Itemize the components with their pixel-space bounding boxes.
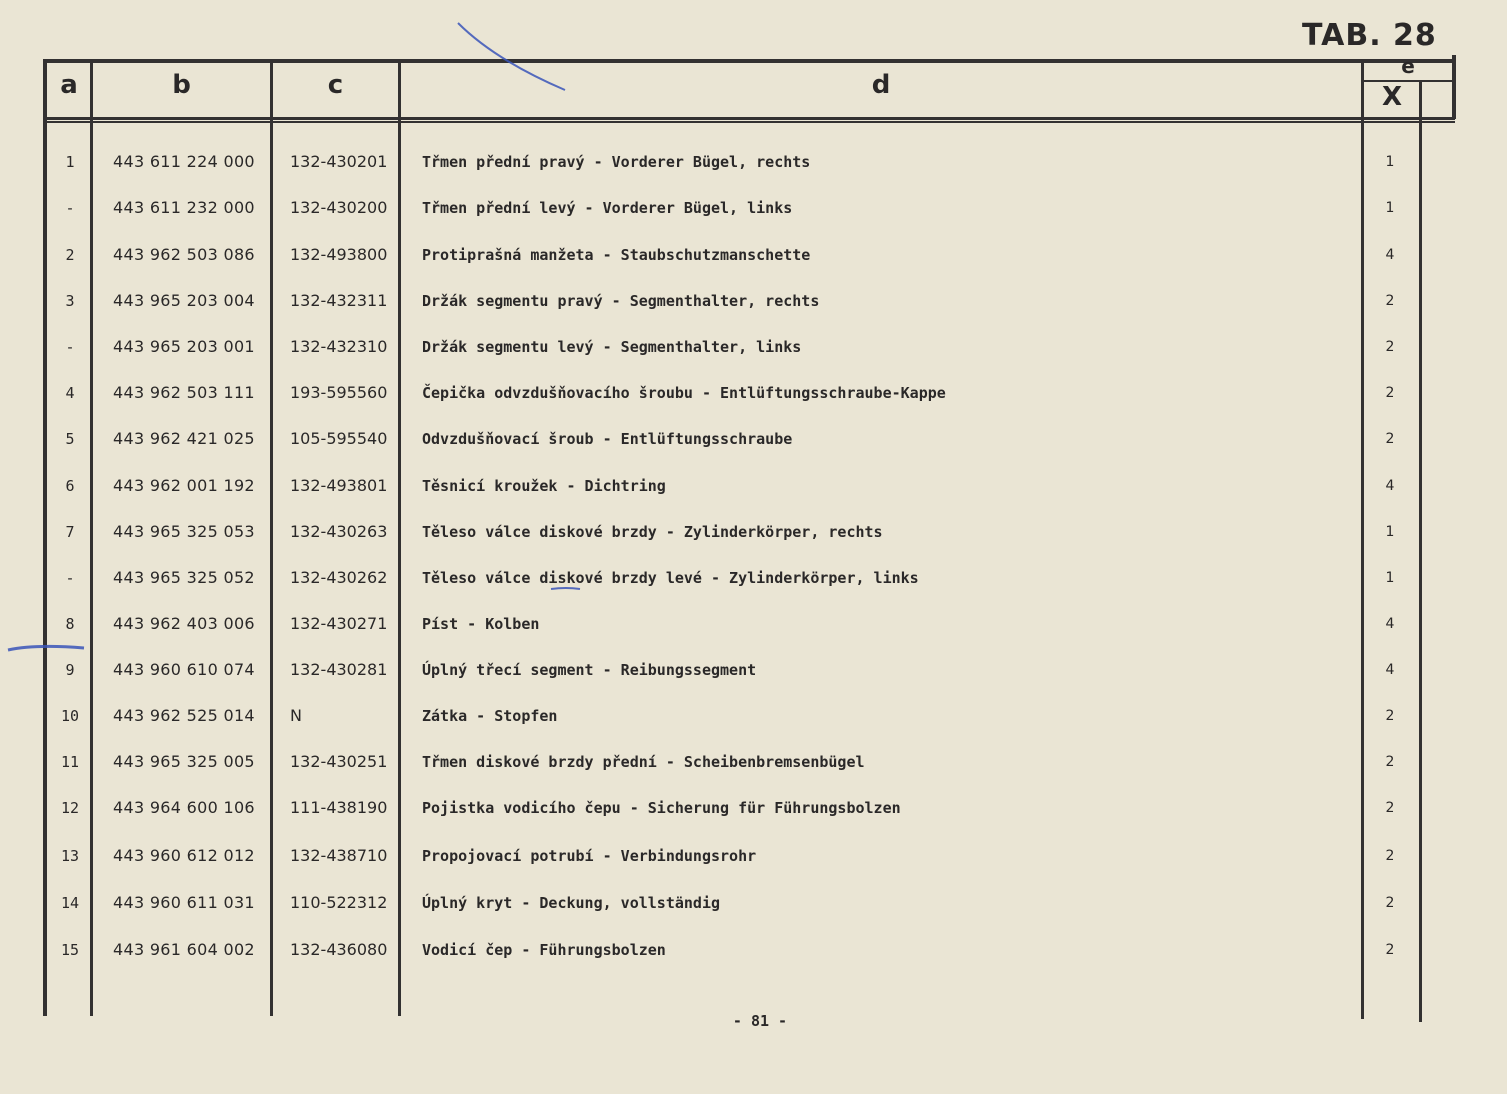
part-description: Protiprašná manžeta - Staubschutzmanschette	[422, 246, 811, 264]
part-description: Těsnicí kroužek - Dichtring	[422, 477, 666, 495]
row-index: 1	[65, 153, 75, 171]
part-number: 443 611 232 000	[113, 198, 255, 217]
row-index: 10	[60, 707, 80, 725]
ref-number: 132-430201	[290, 152, 388, 171]
quantity: 4	[1385, 478, 1395, 494]
part-number: 443 965 325 052	[113, 568, 255, 587]
part-number: 443 965 325 053	[113, 522, 255, 541]
part-number: 443 962 001 192	[113, 476, 255, 495]
part-description: Úplný kryt - Deckung, vollständig	[422, 894, 721, 912]
row-index: 4	[65, 384, 75, 402]
table-number: TAB. 28	[1302, 18, 1437, 53]
ref-number: 132-430263	[290, 522, 388, 541]
part-number: 443 960 612 012	[113, 846, 255, 865]
header-b: b	[172, 70, 191, 100]
part-number: 443 962 403 006	[113, 614, 255, 633]
part-number: 443 962 503 111	[113, 383, 255, 402]
ref-number: 132-430262	[290, 568, 388, 587]
part-number: 443 960 611 031	[113, 893, 255, 912]
ref-number: 193-595560	[290, 383, 388, 402]
quantity: 1	[1385, 154, 1395, 170]
part-number: 443 962 503 086	[113, 245, 255, 264]
part-number: 443 960 610 074	[113, 660, 255, 679]
part-number: 443 962 421 025	[113, 429, 255, 448]
part-number: 443 611 224 000	[113, 152, 255, 171]
ref-number: 132-432311	[290, 291, 388, 310]
header-divider-2	[43, 121, 1455, 123]
ref-number: 132-430271	[290, 614, 388, 633]
pen-stroke-top	[455, 20, 570, 95]
header-e: e	[1401, 54, 1415, 78]
ref-number: 111-438190	[290, 798, 388, 817]
quantity: 4	[1385, 662, 1395, 678]
pen-stroke-left	[6, 640, 86, 656]
part-description: Pojistka vodicího čepu - Sicherung für Führungsbolzen	[422, 799, 901, 817]
part-description: Čepička odvzdušňovacího šroubu - Entlüftungsschraube-Kappe	[422, 384, 946, 402]
part-description: Vodicí čep - Führungsbolzen	[422, 941, 666, 959]
part-number: 443 965 325 005	[113, 752, 255, 771]
quantity: 2	[1385, 754, 1395, 770]
part-description: Píst - Kolben	[422, 615, 540, 633]
header-a: a	[60, 70, 78, 100]
part-description: Držák segmentu levý - Segmenthalter, links	[422, 338, 802, 356]
quantity: 2	[1385, 942, 1395, 958]
quantity: 1	[1385, 200, 1395, 216]
part-number: 443 965 203 004	[113, 291, 255, 310]
part-description: Třmen přední levý - Vorderer Bügel, links	[422, 199, 793, 217]
part-description: Těleso válce diskové brzdy levé - Zylinderkörper, links	[422, 569, 919, 587]
header-d: d	[871, 70, 891, 100]
row-index: -	[65, 199, 75, 217]
ref-number: 105-595540	[290, 429, 388, 448]
quantity: 4	[1385, 247, 1395, 263]
col-line-left	[43, 59, 47, 1016]
header-divider	[43, 117, 1455, 120]
row-index: 9	[65, 661, 75, 679]
page-number: - 81 -	[732, 1012, 788, 1030]
part-description: Propojovací potrubí - Verbindungsrohr	[422, 847, 757, 865]
ref-number: 110-522312	[290, 893, 388, 912]
ref-number: 132-436080	[290, 940, 388, 959]
quantity: 2	[1385, 800, 1395, 816]
col-line-cd	[398, 61, 401, 1016]
part-description: Držák segmentu pravý - Segmenthalter, rechts	[422, 292, 820, 310]
quantity: 2	[1385, 848, 1395, 864]
ref-number: 132-430251	[290, 752, 388, 771]
quantity: 4	[1385, 616, 1395, 632]
part-number: 443 965 203 001	[113, 337, 255, 356]
row-index: -	[65, 338, 75, 356]
ref-number: N	[290, 706, 302, 725]
part-description: Třmen přední pravý - Vorderer Bügel, rechts	[422, 153, 811, 171]
row-index: 2	[65, 246, 75, 264]
ref-number: 132-430200	[290, 198, 388, 217]
ref-number: 132-430281	[290, 660, 388, 679]
header-c: c	[327, 70, 344, 100]
part-number: 443 962 525 014	[113, 706, 255, 725]
part-description: Zátka - Stopfen	[422, 707, 558, 725]
header-x: X	[1381, 82, 1403, 112]
row-index: 13	[60, 847, 80, 865]
part-description: Úplný třecí segment - Reibungssegment	[422, 661, 757, 679]
quantity: 2	[1385, 339, 1395, 355]
quantity: 2	[1385, 385, 1395, 401]
part-description: Těleso válce diskové brzdy - Zylinderkörper, rechts	[422, 523, 883, 541]
col-line-bc	[270, 61, 273, 1016]
top-border	[43, 59, 1455, 63]
part-number: 443 961 604 002	[113, 940, 255, 959]
col-line-right	[1452, 55, 1456, 119]
row-index: 7	[65, 523, 75, 541]
quantity: 1	[1385, 570, 1395, 586]
row-index: -	[65, 569, 75, 587]
ref-number: 132-432310	[290, 337, 388, 356]
col-line-x-right	[1419, 80, 1422, 1022]
row-index: 8	[65, 615, 75, 633]
ref-number: 132-493800	[290, 245, 388, 264]
quantity: 2	[1385, 708, 1395, 724]
part-number: 443 964 600 106	[113, 798, 255, 817]
row-index: 14	[60, 894, 80, 912]
row-index: 12	[60, 799, 80, 817]
row-index: 11	[60, 753, 80, 771]
row-index: 3	[65, 292, 75, 310]
row-index: 6	[65, 477, 75, 495]
quantity: 2	[1385, 431, 1395, 447]
quantity: 2	[1385, 895, 1395, 911]
ref-number: 132-493801	[290, 476, 388, 495]
quantity: 2	[1385, 293, 1395, 309]
part-description: Třmen diskové brzdy přední - Scheibenbremsenbügel	[422, 753, 865, 771]
row-index: 15	[60, 941, 80, 959]
ref-number: 132-438710	[290, 846, 388, 865]
row-index: 5	[65, 430, 75, 448]
part-description: Odvzdušňovací šroub - Entlüftungsschraube	[422, 430, 793, 448]
quantity: 1	[1385, 524, 1395, 540]
pen-stroke-small	[550, 585, 582, 593]
